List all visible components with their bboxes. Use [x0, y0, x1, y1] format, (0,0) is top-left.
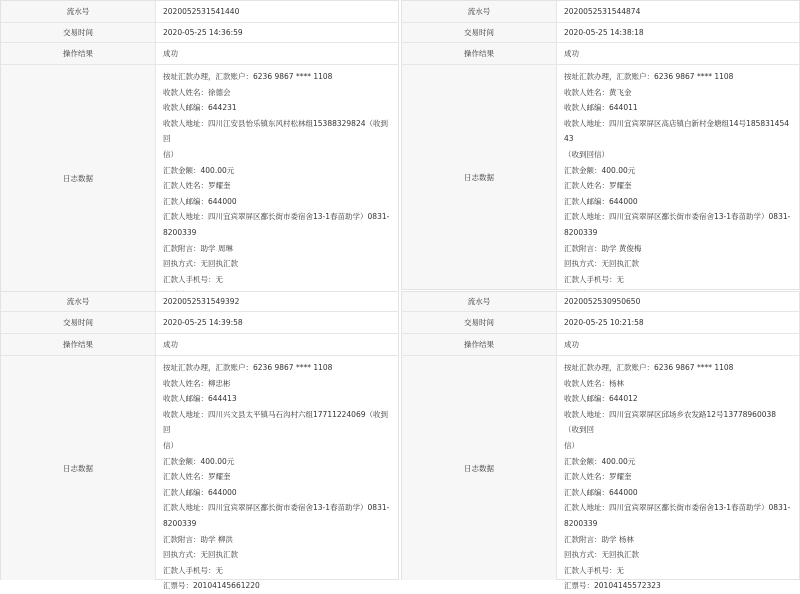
result-label: 操作结果: [402, 43, 557, 64]
result-row: [402, 334, 799, 356]
serial-label: 流水号: [402, 1, 557, 22]
record-card: [0, 291, 399, 591]
log-line: 汇款人手机号：无: [163, 274, 223, 284]
serial-value: 2020052531549392: [163, 297, 240, 306]
log-line: 汇款金额：400.00元: [163, 456, 235, 466]
time-label: 交易时间: [1, 23, 156, 42]
result-value: 成功: [163, 340, 178, 349]
log-line: 汇款人地址：四川宜宾翠屏区鄱长街市委宿舍13-1春苗助学）0831-: [564, 503, 791, 513]
log-line: 信）: [564, 440, 579, 450]
log-line: 按址汇款办理，汇款账户：6236 9867 **** 1108: [163, 363, 333, 372]
log-line: 回执方式：无回执汇款: [564, 550, 639, 560]
serial-label: 流水号: [1, 1, 156, 22]
time-label: 交易时间: [1, 312, 156, 333]
log-row: [1, 65, 398, 291]
log-line: 8200339: [163, 227, 197, 237]
log-line: 收款人邮编：644413: [163, 394, 237, 404]
time-row: [1, 23, 398, 43]
serial-value: 2020052531541440: [163, 7, 240, 16]
log-line: 按址汇款办理，汇款账户：6236 9867 **** 1108: [163, 72, 333, 81]
log-data: [557, 356, 799, 591]
log-line: 汇款人地址：四川宜宾翠屏区鄱长街市委宿舍13-1春苗助学）0831-: [564, 212, 791, 222]
log-line: 汇款人邮编：644000: [163, 487, 237, 497]
log-line: 汇款金额：400.00元: [564, 456, 636, 466]
result-row: [402, 43, 799, 65]
log-line: 汇款人邮编：644000: [564, 196, 638, 206]
log-line: 8200339: [564, 227, 598, 237]
time-value: 2020-05-25 14:39:58: [163, 318, 243, 327]
log-line: 汇款附言：助学 黄俊梅: [564, 243, 642, 253]
log-line: 汇款附言：助学 杨林: [564, 534, 634, 544]
log-line: 信）: [163, 149, 178, 159]
log-row: [1, 356, 398, 591]
log-line: 汇款附言：助学 柳洪: [163, 534, 233, 544]
log-data: [156, 65, 398, 291]
log-line: 收款人姓名：黄飞金: [564, 87, 632, 97]
record-card: [0, 0, 399, 292]
log-line: 8200339: [564, 518, 598, 528]
log-line: 汇款人地址：四川宜宾翠屏区鄱长街市委宿舍13-1春苗助学）0831-: [163, 503, 390, 513]
log-label: 日志数据: [1, 65, 156, 291]
log-data: [156, 356, 398, 591]
time-label: 交易时间: [402, 312, 557, 333]
log-line: 回执方式：无回执汇款: [163, 550, 238, 560]
log-line: 收款人地址：四川兴文县太平镇马石沟村六组17711224069（收到回: [163, 409, 388, 435]
log-line: 汇票号：20104145572323: [564, 581, 661, 591]
result-row: [1, 43, 398, 65]
log-line: 汇款附言：助学 周琳: [163, 243, 233, 253]
log-line: 汇款人邮编：644000: [163, 196, 237, 206]
serial-value: 2020052530950650: [564, 297, 641, 306]
result-label: 操作结果: [1, 43, 156, 64]
result-value: 成功: [163, 49, 178, 58]
log-line: 汇款金额：400.00元: [163, 165, 235, 175]
log-line: 汇款人姓名：罗耀奎: [564, 181, 632, 191]
result-label: 操作结果: [402, 334, 557, 355]
serial-row: [1, 1, 398, 23]
log-line: 汇款人姓名：罗耀奎: [564, 472, 632, 482]
log-row: [402, 65, 799, 289]
log-line: 收款人姓名：徐德会: [163, 87, 231, 97]
result-value: 成功: [564, 49, 579, 58]
log-line: 汇款人邮编：644000: [564, 487, 638, 497]
log-line: 汇款人姓名：罗耀奎: [163, 472, 231, 482]
log-label: 日志数据: [402, 356, 557, 580]
log-line: 汇款人地址：四川宜宾翠屏区鄱长街市委宿舍13-1春苗助学）0831-: [163, 212, 390, 222]
log-line: 回执方式：无回执汇款: [564, 259, 639, 269]
result-value: 成功: [564, 340, 579, 349]
time-row: [402, 23, 799, 43]
log-line: 收款人姓名：柳忠彬: [163, 378, 231, 388]
serial-value: 2020052531544874: [564, 7, 641, 16]
serial-row: [1, 292, 398, 312]
log-line: 8200339: [163, 518, 197, 528]
record-card: [401, 0, 800, 290]
log-line: 收款人地址：四川江安县怡乐镇东风村松林组15388329824（收到回: [163, 118, 388, 144]
log-line: 信）: [163, 440, 178, 450]
result-label: 操作结果: [1, 334, 156, 355]
log-line: 汇款人手机号：无: [564, 565, 624, 575]
serial-row: [402, 1, 799, 23]
log-line: 收款人邮编：644231: [163, 103, 237, 113]
time-value: 2020-05-25 14:38:18: [564, 28, 644, 37]
serial-row: [402, 292, 799, 312]
log-line: 汇款人手机号：无: [564, 274, 624, 284]
time-value: 2020-05-25 14:36:59: [163, 28, 243, 37]
time-label: 交易时间: [402, 23, 557, 42]
log-line: 按址汇款办理，汇款账户：6236 9867 **** 1108: [564, 363, 734, 372]
time-value: 2020-05-25 10:21:58: [564, 318, 644, 327]
log-line: 汇款人手机号：无: [163, 565, 223, 575]
log-line: 收款人邮编：644011: [564, 103, 638, 113]
log-line: 按址汇款办理，汇款账户：6236 9867 **** 1108: [564, 72, 734, 81]
log-line: 汇款人姓名：罗耀奎: [163, 181, 231, 191]
log-line: （收到回信）: [564, 149, 609, 159]
serial-label: 流水号: [1, 292, 156, 311]
log-line: 收款人姓名：杨林: [564, 378, 624, 388]
log-line: 收款人邮编：644012: [564, 394, 638, 404]
log-line: 收款人地址：四川宜宾翠屏区邱场乡农发路12号13778960038（收到回: [564, 409, 777, 435]
log-label: 日志数据: [1, 356, 156, 580]
record-card: [401, 291, 800, 591]
serial-label: 流水号: [402, 292, 557, 311]
result-row: [1, 334, 398, 356]
log-data: [557, 65, 799, 289]
log-line: 汇款金额：400.00元: [564, 165, 636, 175]
log-row: [402, 356, 799, 591]
log-line: 汇票号：20104145661220: [163, 581, 260, 591]
log-line: 回执方式：无回执汇款: [163, 259, 238, 269]
log-line: 收款人地址：四川宜宾翠屏区高店镇白新村金塘组14号18583145443: [564, 118, 789, 144]
log-label: 日志数据: [402, 65, 557, 289]
time-row: [402, 312, 799, 334]
time-row: [1, 312, 398, 334]
